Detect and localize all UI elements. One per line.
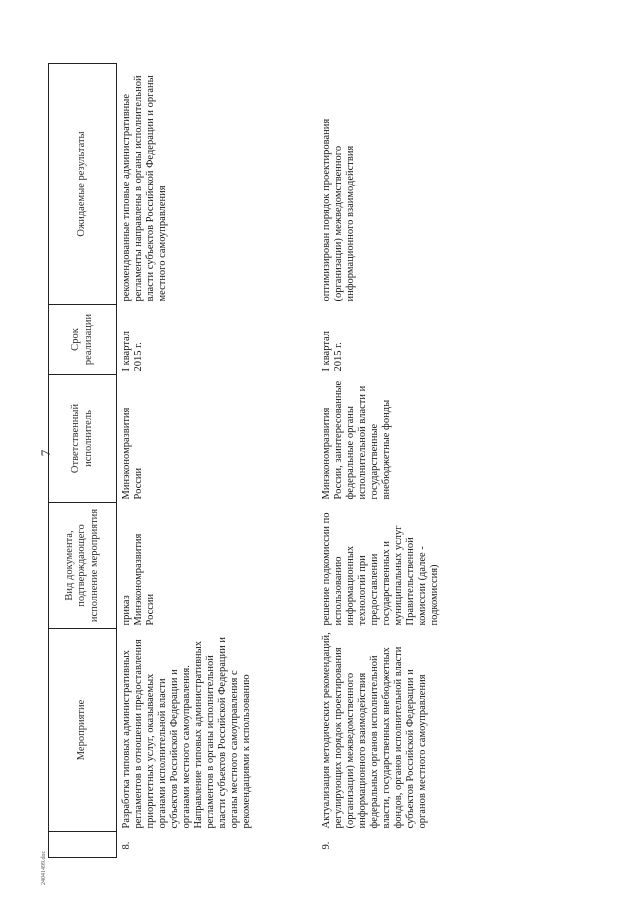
row-event: Разработка типовых административных регламентов в отношении предоставления приоритетных услуг, оказываемых органами исполнительной власти субъектов Российской Федерации и органами местного самоуправления. Направление типовых административных регламентов в органы исполнительной власти субъектов Российской Федерации и органы местного самоуправления с рекомендациями к использованию [121,637,252,829]
header-result: Ожидаемые результаты [49,64,117,305]
table-header-row [49,64,117,858]
row-term: I квартал 2015 г. [321,330,344,372]
header-term: Срок реализации [49,305,117,375]
page-number: 7 [38,449,53,457]
row-document: решение подкомиссии по использованию информационных технологий при предоставлении государственных и муниципальных услуг Правительственной комиссии (далее - подкомиссия) [321,512,440,626]
row-term: I квартал 2015 г. [121,330,144,372]
table-row [117,64,318,858]
row-document: приказ Минэкономразвития России [121,533,156,626]
row-result: оптимизирован порядок проектирования (организации) межведомственного информационного взаимодействия [321,118,356,302]
row-event: Актуализация методических рекомендаций, регулирующих порядок проектирования (организации) межведомственного информационного взаимодействия федеральных органов исполнительной власти, государственных внебюджетных фондов, органов исполнительной власти субъектов Российской Федерации и органов местного самоуправления [321,632,428,829]
rotated-table-sheet [48,63,440,858]
document-code: 24041499.doc [41,850,47,885]
measures-table [48,63,517,858]
table-row [317,64,517,858]
header-number [49,832,117,858]
header-event: Мероприятие [49,629,117,832]
row-executor: Минэкономразвития России [121,407,144,500]
header-executor: Ответственный исполнитель [49,375,117,503]
row-executor: Минэкономразвития России, заинтересованные федеральные органы исполнительной власти и государственные внебюджетные фонды [321,380,392,500]
header-document: Вид документа, подтверждающего исполнение мероприятия [49,503,117,629]
row-number: 9. [321,841,332,850]
row-result: рекомендованные типовые административные регламенты направлены в органы исполнительной власти субъектов Российской Федерации и органы местного самоуправления [121,75,168,302]
row-number: 8. [121,841,132,850]
